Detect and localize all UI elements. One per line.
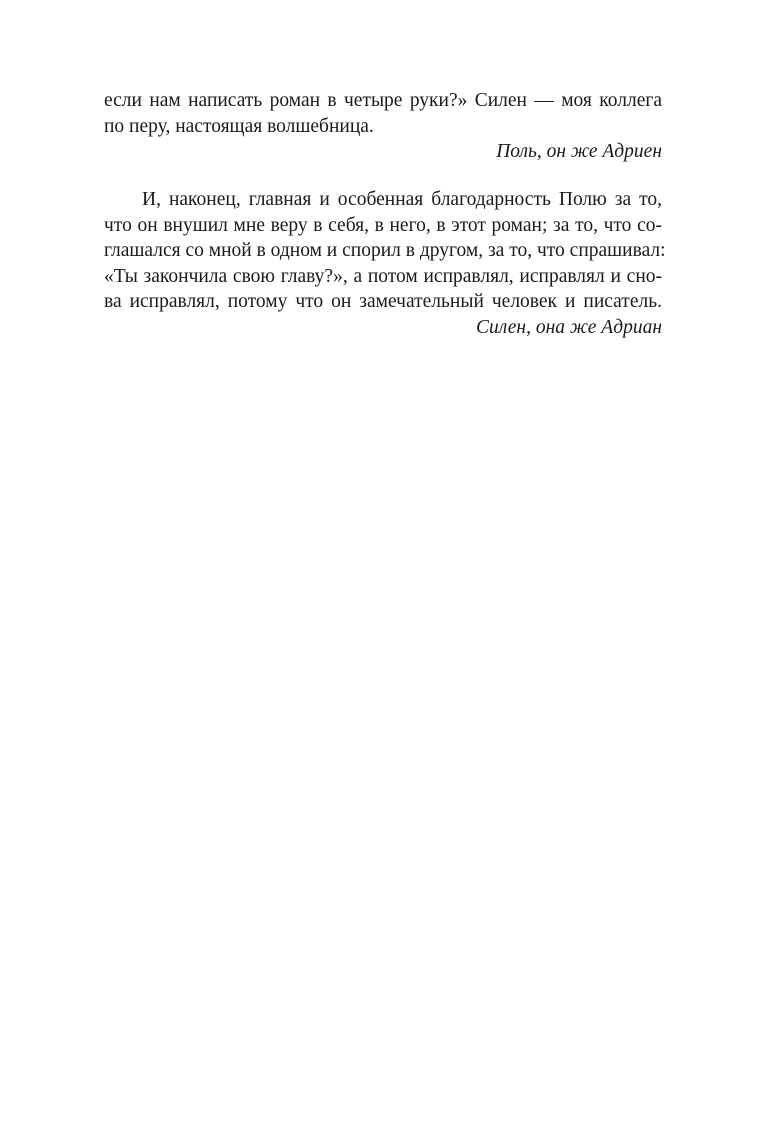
acknowledgment-silene <box>104 187 666 340</box>
text-line: «Ты закончила свою главу?», а потом исправлял, исправлял и сно- <box>104 265 662 287</box>
signature-silene: Силен, она же Адриан <box>476 316 662 338</box>
text-line: если нам написать роман в четыре руки?» Силен — моя коллега <box>104 90 662 111</box>
text-line: глашался со мной в одном и спорил в другом, за то, что спрашивал: <box>104 240 666 261</box>
signature-paul: Поль, он же Адриен <box>496 141 662 162</box>
text-line: что он внушил мне веру в себя, в него, в этот роман; за то, что со- <box>104 214 662 236</box>
text-line: ва исправлял, потому что он замечательный человек и писатель. <box>104 291 662 312</box>
text-line: по перу, настоящая волшебница. <box>104 115 374 137</box>
acknowledgment-paul <box>104 88 662 165</box>
text-line: И, наконец, главная и особенная благодарность Полю за то, <box>142 189 662 210</box>
